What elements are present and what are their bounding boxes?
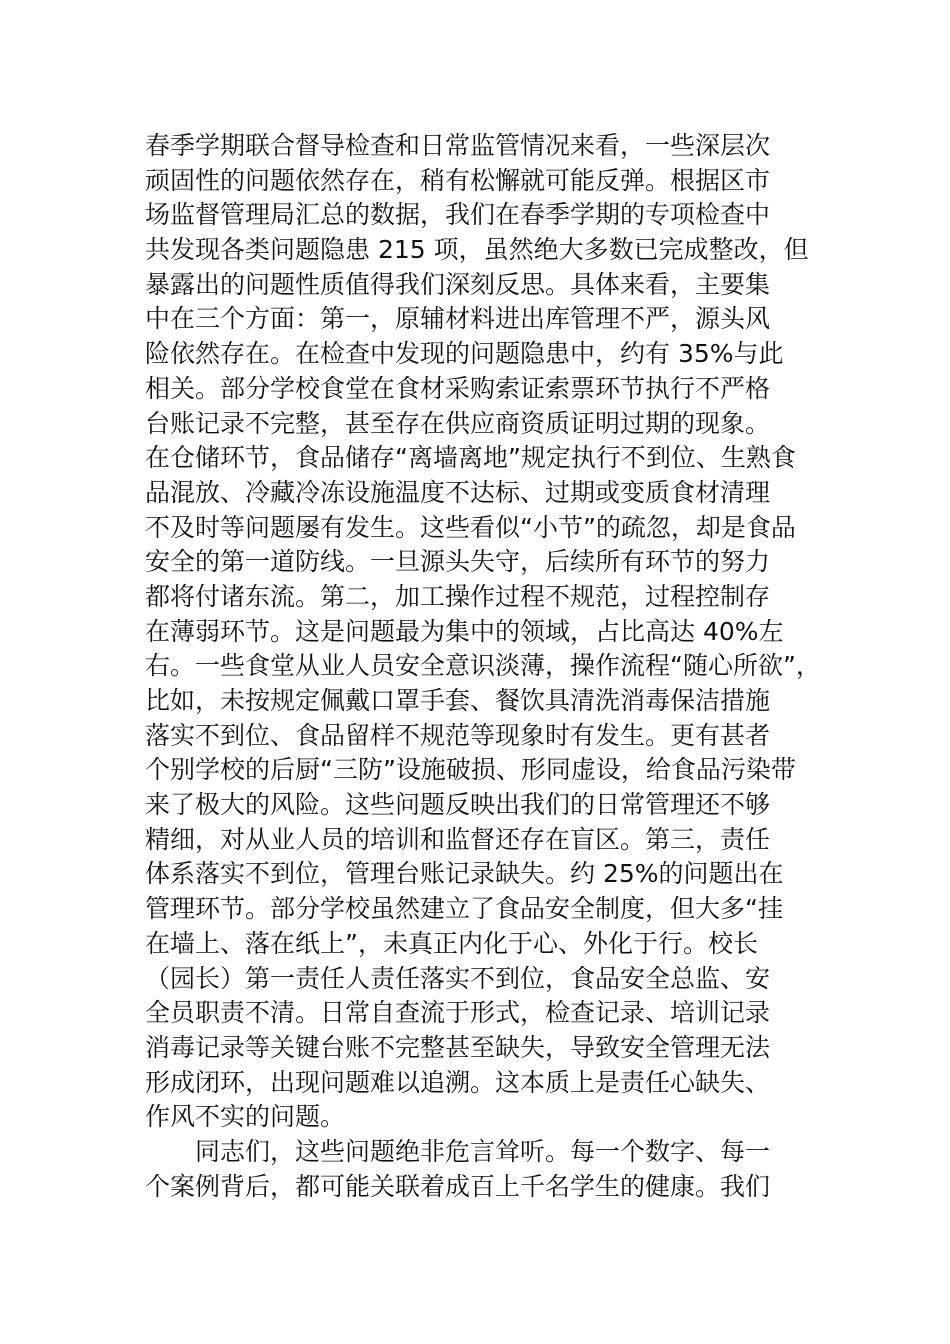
text-line: 台账记录不完整，甚至存在供应商资质证明过期的现象。	[145, 408, 771, 438]
body-text	[145, 129, 821, 1204]
text-line: 形成闭环，出现问题难以追溯。这本质上是责任心缺失、	[145, 1067, 771, 1097]
text-line: 落实不到位、食品留样不规范等现象时有发生。更有甚者	[145, 720, 771, 750]
text-line: 相关。部分学校食堂在食材采购索证索票环节执行不严格	[145, 373, 771, 403]
text-line: 品混放、冷藏冷冻设施温度不达标、过期或变质食材清理	[145, 477, 771, 507]
text-line: 体系落实不到位，管理台账记录缺失。约 25%的问题出在	[145, 859, 784, 889]
text-line: 右。一些食堂从业人员安全意识淡薄，操作流程“随心所欲”，	[145, 651, 821, 681]
text-line: 都将付诸东流。第二，加工操作过程不规范，过程控制存	[145, 581, 771, 611]
text-line: 暴露出的问题性质值得我们深刻反思。具体来看，主要集	[145, 269, 771, 299]
paragraph-1	[145, 129, 821, 1135]
text-line: 场监督管理局汇总的数据，我们在春季学期的专项检查中	[145, 200, 771, 230]
text-line: 个别学校的后厨“三防”设施破损、形同虚设，给食品污染带	[145, 755, 796, 785]
text-line: 安全的第一道防线。一旦源头失守，后续所有环节的努力	[145, 547, 771, 577]
text-line: 共发现各类问题隐患 215 项，虽然绝大多数已完成整改，但	[145, 235, 809, 265]
text-line: 同志们，这些问题绝非危言耸听。每一个数字、每一	[195, 1136, 771, 1166]
text-line: （园长）第一责任人责任落实不到位，食品安全总监、安	[145, 963, 771, 993]
text-line: 在薄弱环节。这是问题最为集中的领域，占比高达 40%左	[145, 616, 784, 646]
text-line: 在墙上、落在纸上”，未真正内化于心、外化于行。校长	[145, 928, 758, 958]
text-line: 中在三个方面：第一，原辅材料进出库管理不严，源头风	[145, 304, 771, 334]
text-line: 来了极大的风险。这些问题反映出我们的日常管理还不够	[145, 790, 771, 820]
text-line: 险依然存在。在检查中发现的问题隐患中，约有 35%与此	[145, 339, 784, 369]
text-line: 顽固性的问题依然存在，稍有松懈就可能反弹。根据区市	[145, 165, 771, 195]
text-line: 个案例背后，都可能关联着成百上千名学生的健康。我们	[145, 1171, 771, 1201]
text-line: 作风不实的问题。	[145, 1102, 346, 1132]
text-line: 全员职责不清。日常自查流于形式，检查记录、培训记录	[145, 998, 771, 1028]
text-line: 精细，对从业人员的培训和监督还存在盲区。第三，责任	[145, 824, 771, 854]
paragraph-2	[145, 1135, 810, 1204]
text-line: 在仓储环节，食品储存“离墙离地”规定执行不到位、生熟食	[145, 443, 796, 473]
text-line: 管理环节。部分学校虽然建立了食品安全制度，但大多“挂	[145, 894, 783, 924]
text-line: 不及时等问题屡有发生。这些看似“小节”的疏忽，却是食品	[145, 512, 796, 542]
text-line: 比如，未按规定佩戴口罩手套、餐饮具清洗消毒保洁措施	[145, 686, 771, 715]
text-line: 消毒记录等关键台账不完整甚至缺失，导致安全管理无法	[145, 1032, 771, 1062]
text-line: 春季学期联合督导检查和日常监管情况来看，一些深层次	[145, 131, 771, 160]
